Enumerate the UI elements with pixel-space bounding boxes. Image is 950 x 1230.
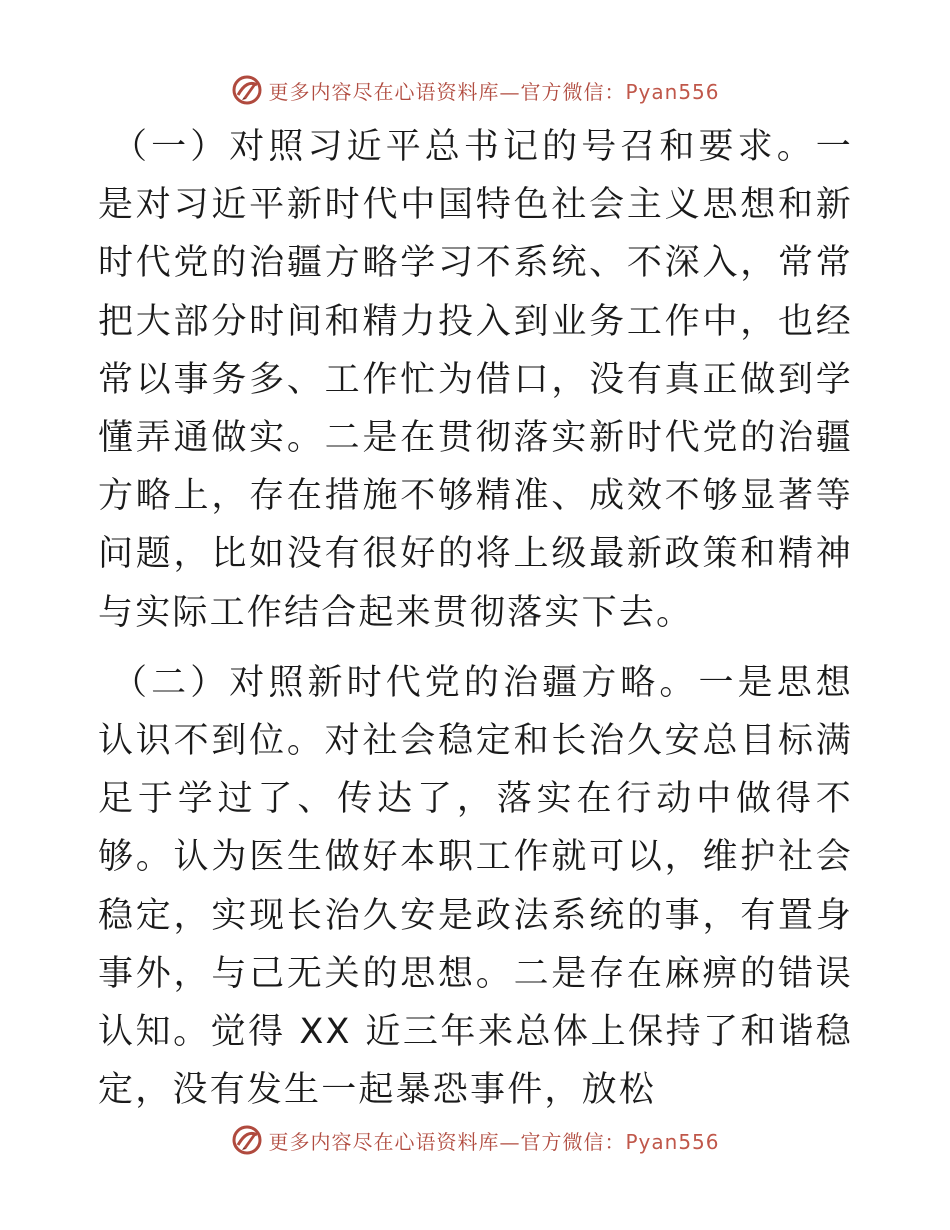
watermark-site-text: 更多内容尽在心语资料库 (268, 1129, 500, 1154)
footer-watermark (0, 1120, 950, 1160)
paragraph-line: 和精力投入到业务工作中，也经常以事务多、工作 (98, 301, 853, 400)
header-watermark (0, 70, 950, 110)
paragraph-line: 不到位。对社会稳定和长治久安总目标满足于学过 (98, 721, 853, 820)
watermark-separator: — (499, 79, 521, 104)
paragraph-line: 治疆方略学习不系统、不深入，常常把大部分时间 (98, 243, 853, 342)
paragraph-line: 彻落实新时代党的治疆方略上，存在措施不够精 (98, 418, 853, 517)
paragraph-line: （二）对照新时代党的治疆方略。一是思想认识 (98, 662, 853, 762)
paragraph-line: 二是存在麻痹的错误认知。觉得 XX 近三年来总体 (98, 953, 853, 1053)
pen-swirl-logo-icon (230, 73, 264, 107)
paragraph-line: 好本职工作就可以，维护社会稳定，实现长治久安 (98, 837, 853, 936)
paragraph-line: 最新政策和精神与实际工作结合起来贯彻落实下 (98, 534, 853, 633)
watermark-wechat-id: Pyan556 (625, 79, 720, 104)
paragraph-2 (98, 654, 853, 1120)
paragraph-line: 是政法系统的事，有置身事外，与己无关的思想。 (98, 895, 853, 994)
watermark-text (268, 76, 719, 105)
watermark-separator: — (499, 1129, 521, 1154)
paragraph-line: 忙为借口，没有真正做到学懂弄通做实。二是在贯 (98, 359, 853, 459)
watermark-site-text: 更多内容尽在心语资料库 (268, 79, 500, 104)
paragraph-1 (98, 118, 853, 642)
document-body (98, 118, 853, 1119)
paragraph-line: 上保持了和谐稳定，没有发生一起暴恐事件，放松 (98, 1012, 853, 1111)
watermark-wechat-id: Pyan556 (625, 1129, 720, 1154)
paragraph-line: 去。 (618, 592, 694, 633)
watermark-wechat-label: 官方微信： (520, 1129, 626, 1154)
paragraph-line: 准、成效不够显著等问题，比如没有很好的将上级 (98, 476, 853, 575)
pen-swirl-logo-icon (230, 1123, 264, 1157)
paragraph-line: 了、传达了，落实在行动中做得不够。认为医生做 (98, 779, 853, 878)
paragraph-line: 习近平新时代中国特色社会主义思想和新时代党的 (98, 185, 853, 284)
watermark-wechat-label: 官方微信： (520, 79, 626, 104)
watermark-text (268, 1126, 719, 1155)
paragraph-line: （一）对照习近平总书记的号召和要求。一是对 (98, 127, 853, 226)
